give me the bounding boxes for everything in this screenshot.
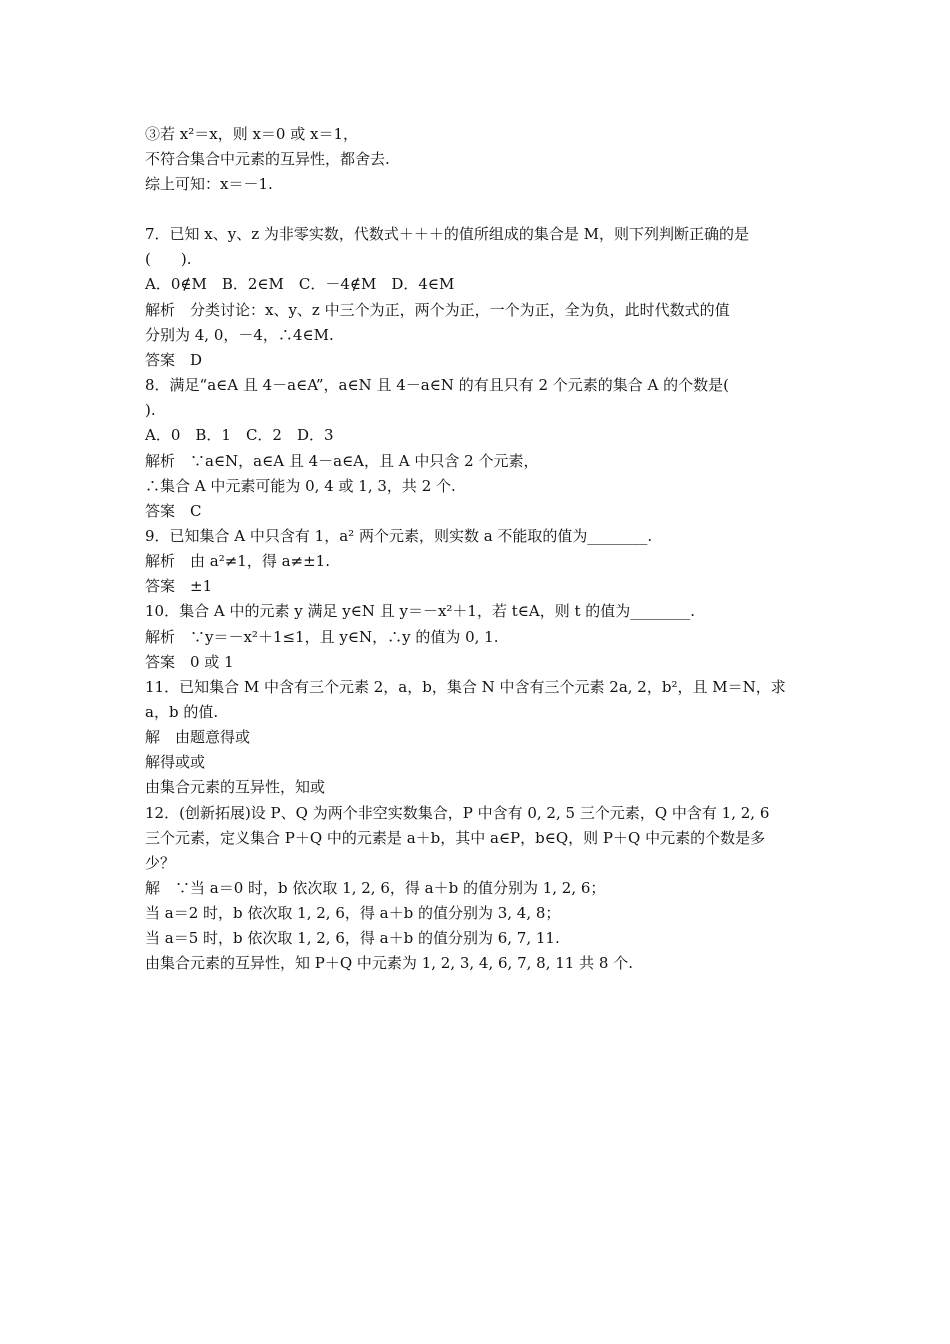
question-11-solution-cont: 解得或或 [145, 753, 206, 771]
question-7-options: A．0∉M B．2∈M C．－4∉M D．4∈M [145, 275, 455, 293]
question-9-answer: 答案 ±1 [145, 577, 213, 595]
question-9-stem: 9．已知集合 A 中只含有 1，a² 两个元素，则实数 a 不能取的值为________. [145, 527, 653, 545]
text-line: 不符合集合中元素的互异性，都舍去. [145, 150, 390, 168]
question-11-solution: 解 由题意得或 [145, 728, 251, 746]
question-10-analysis: 解析 ∵y＝－x²＋1≤1，且 y∈N，∴y 的值为 0, 1. [145, 628, 499, 646]
question-12-conclusion: 由集合元素的互异性，知 P＋Q 中元素为 1, 2, 3, 4, 6, 7, 8, 11 共 8 个. [145, 954, 633, 972]
question-11-stem-cont: a，b 的值. [145, 703, 219, 721]
question-12-stem-end: 少？ [145, 854, 176, 872]
text-line: 综上可知：x＝－1. [145, 175, 273, 193]
question-12-solution: 解 ∵当 a＝0 时，b 依次取 1, 2, 6，得 a＋b 的值分别为 1, 2, 6； [145, 879, 606, 897]
question-7-analysis-cont: 分别为 4, 0，－4，∴4∈M. [145, 326, 334, 344]
question-11-stem: 11．已知集合 M 中含有三个元素 2，a，b，集合 N 中含有三个元素 2a, 2，b²，且 M＝N，求 [145, 678, 786, 696]
question-12-solution-cont: 当 a＝2 时，b 依次取 1, 2, 6，得 a＋b 的值分别为 3, 4, 8； [145, 904, 561, 922]
question-8-stem-cont: ). [145, 401, 156, 419]
question-9-analysis: 解析 由 a²≠1，得 a≠±1. [145, 552, 330, 570]
question-8-analysis-cont: ∴集合 A 中元素可能为 0, 4 或 1, 3，共 2 个. [145, 477, 456, 495]
question-8-options: A．0 B．1 C．2 D．3 [145, 426, 334, 444]
question-8-stem: 8．满足“a∈A 且 4－a∈A”，a∈N 且 4－a∈N 的有且只有 2 个元素的集合 A 的个数是( [145, 376, 730, 394]
question-12-stem-cont: 三个元素，定义集合 P＋Q 中的元素是 a＋b，其中 a∈P，b∈Q，则 P＋Q 中元素的个数是多 [145, 829, 766, 847]
question-7-analysis: 解析 分类讨论：x、y、z 中三个为正，两个为正，一个为正，全为负，此时代数式的值 [145, 301, 730, 319]
text-line: ③若 x²＝x，则 x＝0 或 x＝1， [145, 125, 359, 143]
question-8-analysis: 解析 ∵a∈N，a∈A 且 4－a∈A，且 A 中只含 2 个元素， [145, 452, 539, 470]
question-8-answer: 答案 C [145, 502, 202, 520]
question-12-solution-cont: 当 a＝5 时，b 依次取 1, 2, 6，得 a＋b 的值分别为 6, 7, 11. [145, 929, 560, 947]
question-7-answer: 答案 D [145, 351, 203, 369]
question-10-answer: 答案 0 或 1 [145, 653, 234, 671]
question-12-stem: 12．(创新拓展)设 P、Q 为两个非空实数集合，P 中含有 0, 2, 5 三个元素，Q 中含有 1, 2, 6 [145, 804, 770, 822]
question-7-stem: 7．已知 x、y、z 为非零实数，代数式＋＋＋的值所组成的集合是 M，则下列判断正确的是 [145, 225, 750, 243]
question-11-solution-conclusion: 由集合元素的互异性，知或 [145, 778, 326, 796]
question-7-stem-cont: ( ). [145, 250, 192, 268]
question-10-stem: 10．集合 A 中的元素 y 满足 y∈N 且 y＝－x²＋1，若 t∈A，则 t 的值为________. [145, 602, 696, 620]
